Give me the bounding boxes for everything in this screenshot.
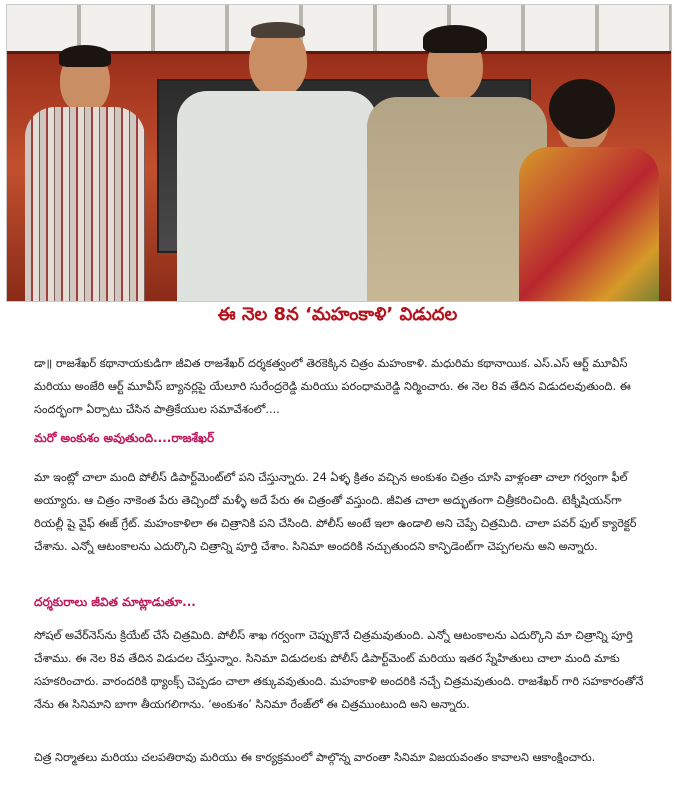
closing-paragraph: చిత్ర నిర్మాతలు మరియు చలపతిరావు మరియు ఈ కార్యక్రమంలో పాల్గొన్న వారంతా సినిమా విజయవంతం కావాలని ఆకాంక్షించారు. (34, 751, 596, 764)
subheading-jeevitha: దర్శకురాలు జీవిత మాట్లాడుతూ... (34, 595, 196, 609)
subheading-rajasekhar: మరో అంకుశం అవుతుంది....రాజశేఖర్ (34, 431, 215, 445)
jeevitha-quote-paragraph: సోషల్ అవేర్‌నెస్‌ను క్రియేట్ చేసే చిత్రమిది. పోలీస్ శాఖ గర్వంగా చెప్పుకొనే చిత్రమవుతుంది. ఎన్నో ఆటంకాలను ఎదుర్కొని మా చిత్రాన్ని పూర్తి చేశాము. ఈ నెల 8వ తేదిన విడుదల చేస్తున్నాం. సినిమా విడుదలకు పోలీస్ డిపార్ట్‌మెంట్ మరియు ఇతర స్నేహితులు చాలా మంది మాకు సహకరించారు. వారందరికి థ్యాంక్స్ చెప్పడం చాలా తక్కువవుతుంది. మహంకాళి అందరికి నచ్చే చిత్రమవుతుంది. రాజశేఖర్ గారి సహకారంతోనే నేను ఈ సినిమాని బాగా తీయగలిగాను. ‘అంకుశం’ సినిమా రేంజ్‌లో ఈ చిత్రముంటుంది అని అన్నారు. (34, 629, 644, 711)
article-headline: ఈ నెల 8న ‘మహంకాళి’ విడుదల (217, 304, 458, 325)
ceiling-lights (7, 5, 671, 54)
intro-paragraph: డా॥ రాజశేఖర్ కథానాయకుడిగా జీవిత రాజశేఖర్ దర్శకత్వంలో తెరకెక్కిన చిత్రం మహంకాళి. మధురిమ కథానాయిక. ఎస్.ఎస్ ఆర్ట్ మూవీస్ మరియు అంజేరి ఆర్ట్ మూవీస్ బ్యానర్లపై యేలూరి సురేంద్రరెడ్డి మరియు పరంధామరెడ్డి నిర్మించారు. ఈ నెల 8వ తేదిన విడుదలవుతుంది. ఈ సందర్భంగా ఏర్పాటు చేసిన పాత్రికేయుల సమావేశంలో.... (34, 357, 631, 416)
rajasekhar-quote-paragraph: మా ఇంట్లో చాలా మంది పోలీస్ డిపార్ట్‌మెంట్‌లో పని చేస్తున్నారు. 24 ఏళ్ళ క్రితం వచ్చిన అంకుశం చిత్రం చూసి వాళ్లంతా చాలా గర్వంగా ఫీల్ అయ్యారు. ఆ చిత్రం నాకెంత పేరు తెచ్చిందో మళ్ళీ అదే పేరు ఈ చిత్రంతో వస్తుంది. జీవిత చాలా అద్భుతంగా చిత్రీకరించింది. టెక్నీషియన్‌గా రియల్లీ షై వైఫ్ ఈజ్ గ్రేట్. మహంకాళిలా ఈ చిత్రానికి పని చేసింది. పోలీస్ అంటే ఇలా ఉండాలి అని చెప్పే చిత్రమిది. చాలా పవర్ ఫుల్ క్యారెక్టర్ చేశాను. ఎన్నో ఆటంకాలను ఎదుర్కొని చిత్రాన్ని పూర్తి చేశాం. సినిమా అందరికి నచ్చుతుందని కాన్ఫిడెంట్‌గా చెప్పగలను అని అన్నారు. (34, 471, 637, 553)
press-meet-photo (6, 4, 672, 302)
